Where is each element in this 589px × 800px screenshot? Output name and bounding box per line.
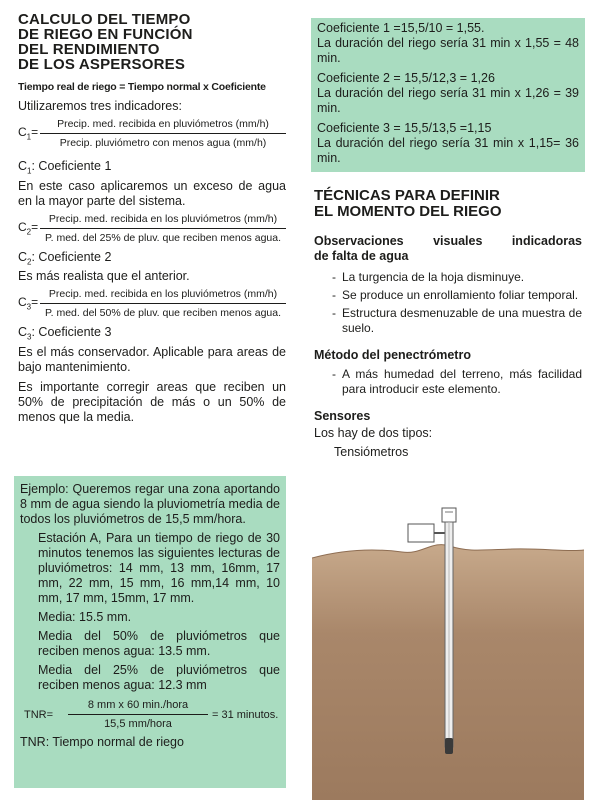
coef3-label: $C_3$: Coeficiente 3: [18, 325, 112, 342]
coefficient-results-box: [311, 18, 585, 172]
coef2-label: $C_2$: Coeficiente 2: [18, 249, 112, 266]
formula-subtitle: Tiempo real de riego = Tiempo normal x Coeficiente: [18, 81, 266, 93]
coef2-desc: Es más realista que el anterior.: [18, 269, 190, 283]
sensor-type-label: Tensiómetros: [334, 445, 409, 459]
formula-c1: $C_1=$ $\frac{\text{Precip. med. recibida en pluviómetros (mm/h)}}{\text{Precip. pluviómetro con menos agua (mm/h)}}$: [18, 118, 286, 149]
tensiometer-illustration: [312, 500, 584, 800]
sensors-heading: Sensores: [314, 409, 371, 423]
formula-c2: $C_2=$ $\frac{\text{Precip. med. recibida en los pluviómetros (mm/h)}}{\text{P. med. del 25\% de pluv. que reciben menos agua.}}$: [18, 213, 286, 244]
right-column: [314, 188, 582, 460]
coef3-result: Coeficiente 3 = 15,5/13,5 =1,15: [317, 121, 492, 135]
coef2-duration: La duración del riego sería 31 min x 1,26 = 39 min.: [317, 86, 579, 115]
list-item: - La turgencia de la hoja disminuye.: [332, 270, 525, 284]
penetrometer-heading: Método del penectrómetro: [314, 348, 471, 362]
coef1-label: $C_1$: Coeficiente 1: [18, 159, 112, 176]
example-intro: Ejemplo: Queremos regar una zona aportando 8 mm de agua siendo la pluviometría media de todos los pluviómetros de 15,5 mm/hora.: [20, 482, 280, 526]
coef3-duration: La duración del riego sería 31 min x 1,15= 36 min.: [317, 136, 579, 165]
visual-observations-list: [314, 270, 582, 336]
intro-text: Utilizaremos tres indicadores:: [18, 99, 182, 113]
note-text: Es importante corregir areas que reciben un 50% de precipitación de más o un 50% de menos que la media.: [18, 379, 286, 424]
tnr-definition: TNR: Tiempo normal de riego: [20, 735, 184, 749]
formula-c3: $C_3=$ $\frac{\text{Precip. med. recibida en los pluviómetros (mm/h)}}{\text{P. med. del 50\% de pluv. que reciben menos agua.}}$: [18, 288, 286, 319]
example-mean-25: Media del 25% de pluviómetros que reciben menos agua: 12.3 mm: [38, 663, 280, 692]
list-item: - A más humedad del terreno, más facilidad para introducir este elemento.: [332, 367, 582, 396]
penetrometer-list: [314, 367, 582, 397]
coef1-duration: La duración del riego sería 31 min x 1,55 = 48 min.: [317, 36, 579, 65]
example-mean-50: Media del 50% de pluviómetros que reciben menos agua: 13.5 mm.: [38, 629, 280, 658]
coef3-desc: Es el más conservador. Aplicable para areas de bajo mantenimiento.: [18, 344, 286, 374]
techniques-heading: TÉCNICAS PARA DEFINIR EL MOMENTO DEL RIEGO: [314, 187, 502, 220]
coef1-desc: En este caso aplicaremos un exceso de agua en la mayor parte del sistema.: [18, 178, 286, 208]
example-station: Estación A, Para un tiempo de riego de 30 minutos tenemos las siguientes lecturas de pluviómetros: 14 mm, 13 mm, 16mm, 17 mm, 22 mm, 15 mm, 16 mm,14 mm, 10 mm, 17 mm, 15mm, 17 mm.: [38, 531, 280, 605]
example-box: [14, 476, 286, 788]
section-title: CALCULO DEL TIEMPO DE RIEGO EN FUNCIÓN DEL RENDIMIENTO DE LOS ASPERSORES: [18, 11, 193, 73]
coef1-result: Coeficiente 1 =15,5/10 = 1,55.: [317, 21, 485, 35]
coef2-result: Coeficiente 2 = 15,5/12,3 = 1,26: [317, 71, 495, 85]
ceramic-tip: [445, 738, 453, 754]
example-mean: Media: 15.5 mm.: [38, 610, 132, 624]
sensors-intro: Los hay de dos tipos:: [314, 426, 433, 440]
visual-observations-heading: Observaciones visuales indicadoras de falta de agua: [314, 234, 582, 263]
list-item: - Estructura desmenuzable de una muestra de suelo.: [332, 306, 582, 335]
gauge-icon: [408, 524, 434, 542]
list-item: - Se produce un enrollamiento foliar temporal.: [332, 288, 579, 302]
left-column: [18, 0, 286, 425]
tnr-formula: TNR= $\frac{\text{8 mm x 60 min./hora}}{\text{15,5 mm/hora}}$ = 31 minutos.: [24, 699, 279, 730]
